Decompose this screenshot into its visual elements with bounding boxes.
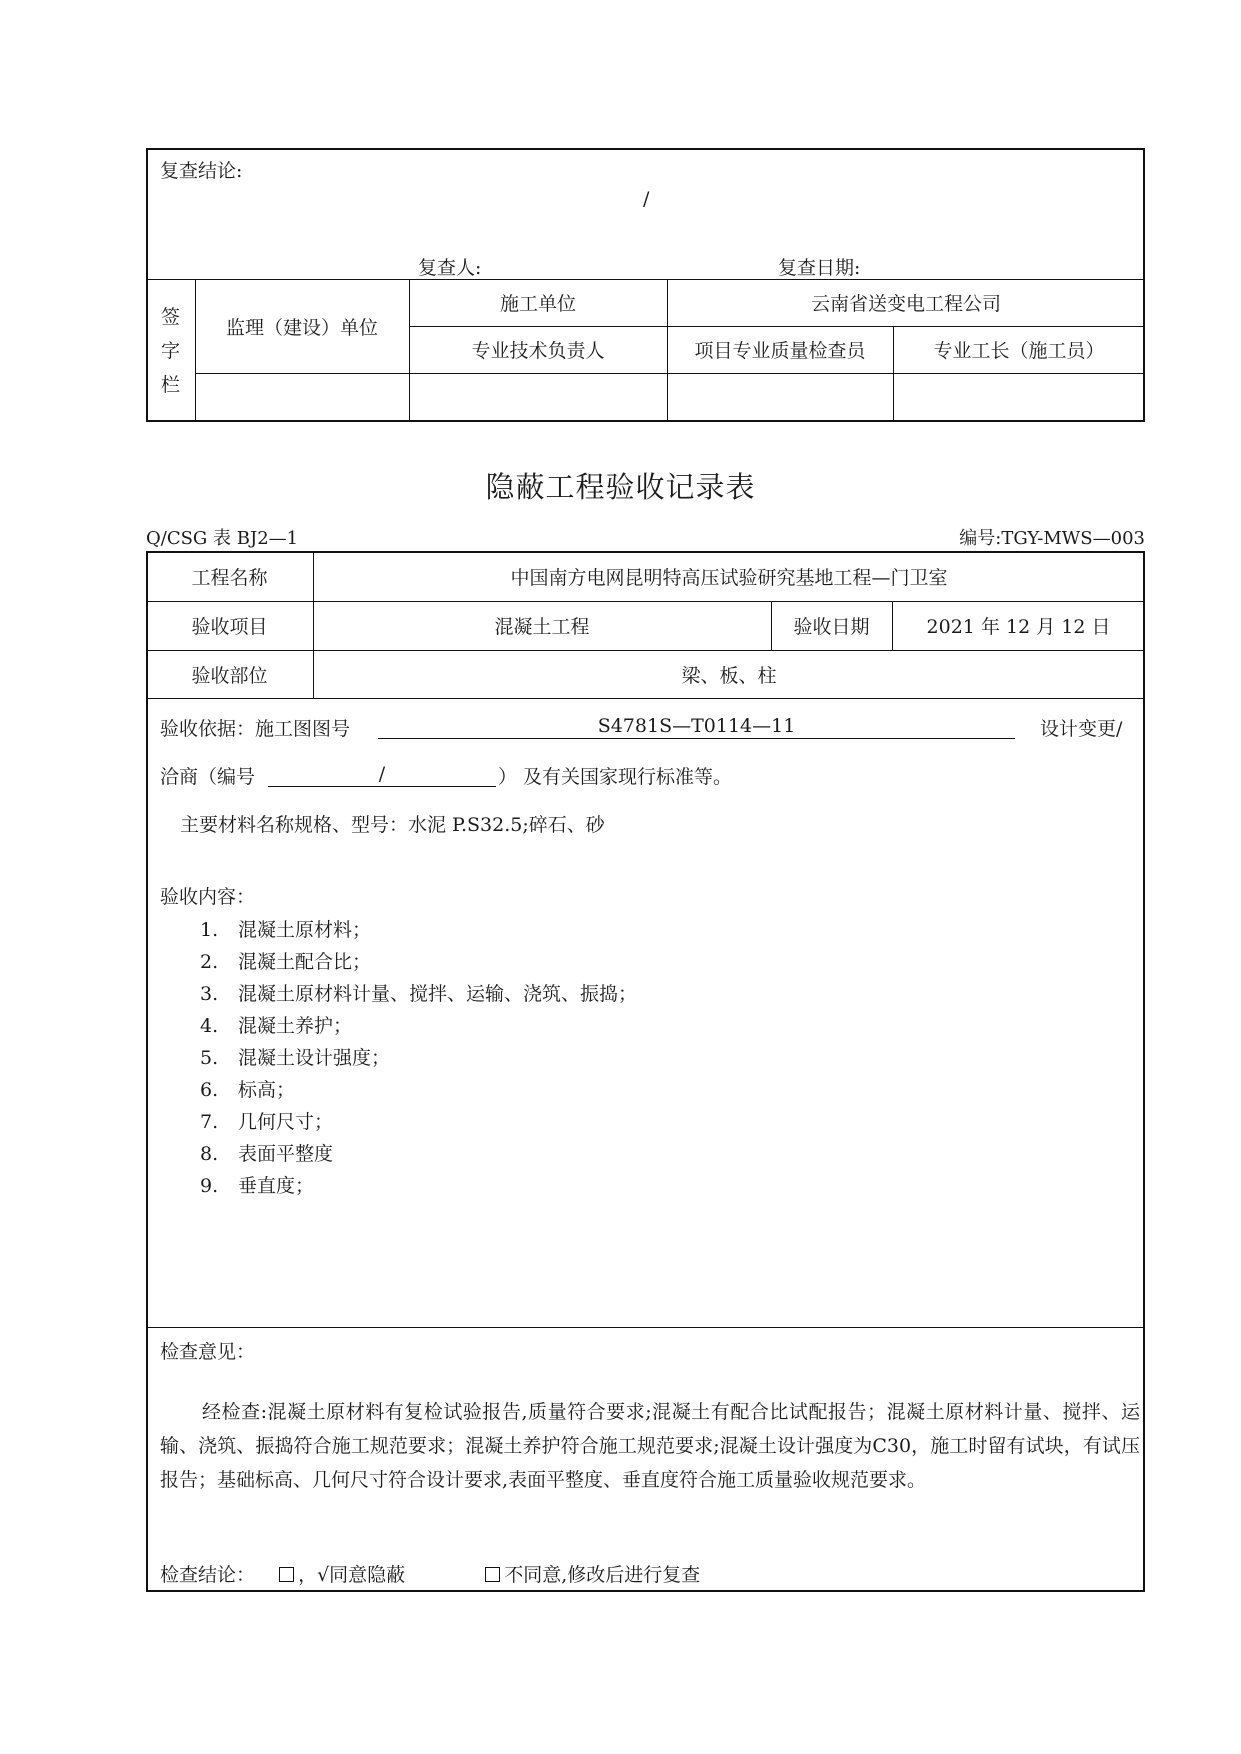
opinion-label: 检查意见： (160, 1341, 256, 1363)
reviewer-label: 复查人: (418, 257, 482, 279)
drawing-number: S4781S—T0114—11 (597, 715, 796, 737)
negotiation-suffix: ） 及有关国家现行标准等。 (498, 766, 733, 788)
form-number (959, 524, 1145, 550)
divider (146, 1327, 1145, 1328)
location-value: 梁、板、柱 (681, 664, 777, 687)
list-item: 9. 垂直度； (200, 1175, 315, 1197)
item-value: 混凝土工程 (494, 616, 590, 638)
project-name-label: 工程名称 (191, 566, 268, 589)
agree-checkbox[interactable] (279, 1567, 294, 1582)
list-item: 3. 混凝土原材料计量、搅拌、运输、浇筑、振捣； (200, 983, 638, 1005)
list-item: 2. 混凝土配合比； (200, 951, 372, 973)
form-number-value: TGY-MWS—003 (1001, 528, 1145, 549)
agree-option[interactable]: ，√同意隐蔽 (279, 1564, 405, 1586)
negotiation-prefix: 洽商（编号 (160, 766, 256, 788)
construction-unit-label: 施工单位 (499, 293, 576, 315)
content-label: 验收内容： (160, 886, 256, 908)
inspection-conclusion (160, 1560, 700, 1587)
basis-label: 验收依据：施工图图号 (160, 718, 351, 740)
review-date-label: 复查日期: (778, 257, 861, 279)
design-change-label: 设计变更/ (1040, 718, 1123, 740)
location-label: 验收部位 (191, 664, 268, 687)
tech-lead-label: 专业技术负责人 (471, 340, 605, 362)
list-item: 1. 混凝土原材料； (200, 919, 372, 941)
list-item: 7. 几何尺寸； (200, 1111, 334, 1133)
page-title: 隐蔽工程验收记录表 (485, 469, 756, 504)
supervision-unit-label: 监理（建设）单位 (225, 316, 378, 339)
conclusion-label: 检查结论： (160, 1564, 256, 1586)
form-code: Q/CSG 表 BJ2—1 (146, 528, 299, 549)
list-item: 4. 混凝土养护； (200, 1015, 353, 1037)
divider (146, 698, 1145, 699)
negotiation-number: / (378, 763, 386, 785)
date-label: 验收日期 (793, 616, 870, 638)
list-item: 8. 表面平整度 (200, 1143, 334, 1165)
date-value: 2021 年 12 月 12 日 (926, 616, 1111, 638)
opinion-text: 经检查:混凝土原材料有复检试验报告,质量符合要求;混凝土有配合比试配报告；混凝土原材料计量、搅拌、运输、浇筑、振捣符合施工规范要求；混凝土养护符合施工规范要求;混凝土设计强度为C30，施工时留有试块，有试压报告；基础标高、几何尺寸符合设计要求,表面平整度、垂直度符合施工质量验收规范要求。 (160, 1401, 1140, 1491)
drawing-number-underline (378, 738, 1015, 739)
item-label: 验收项目 (191, 616, 268, 638)
list-item: 5. 混凝土设计强度； (200, 1047, 391, 1069)
divider (195, 373, 1145, 374)
negotiation-number-underline (268, 786, 496, 787)
review-conclusion-label: 复查结论: (160, 160, 243, 182)
materials-line: 主要材料名称规格、型号：水泥 P.S32.5;碎石、砂 (180, 814, 605, 836)
disagree-checkbox[interactable] (485, 1567, 500, 1582)
signature-side-label: 签 字 栏 (160, 305, 180, 396)
list-item: 6. 标高； (200, 1079, 296, 1101)
project-name-value: 中国南方电网昆明特高压试验研究基地工程—门卫室 (510, 566, 948, 589)
review-conclusion-value: / (643, 188, 650, 210)
quality-inspector-label: 项目专业质量检查员 (694, 340, 866, 362)
foreman-label: 专业工长（施工员） (933, 340, 1105, 362)
disagree-option[interactable]: 不同意,修改后进行复查 (485, 1564, 700, 1586)
construction-unit-name: 云南省送变电工程公司 (810, 293, 1001, 315)
form-number-label: 编号: (959, 528, 1002, 549)
